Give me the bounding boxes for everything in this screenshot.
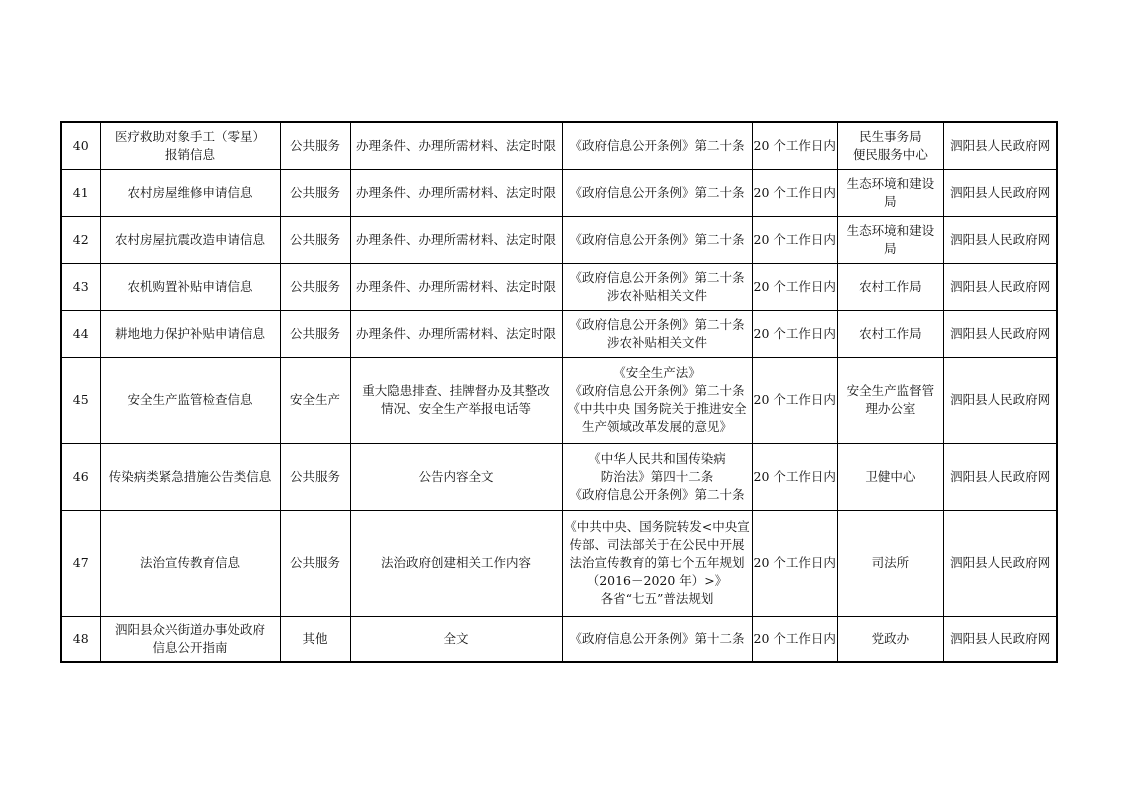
category-cell (280, 616, 350, 662)
item-name-line: 农村房屋抗震改造申请信息 (114, 231, 265, 247)
disclosure-basis-line: 涉农补贴相关文件 (606, 287, 707, 303)
responsible-department-cell (837, 510, 943, 616)
row-number-cell (61, 216, 100, 263)
responsible-department-line: 司法所 (871, 555, 910, 570)
disclosure-basis-line: 《政府信息公开条例》第十二条 (569, 630, 745, 646)
disclosure-content-line: 全文 (443, 630, 469, 646)
disclosure-basis-cell (562, 443, 752, 510)
responsible-department-line: 生态环境和建设 (846, 222, 935, 238)
disclosure-basis-line: 《中共中央、国务院转发<中央宣 (564, 519, 750, 534)
time-limit-text: 20 个工作日内 (753, 184, 836, 200)
disclosure-basis-line: 涉农补贴相关文件 (606, 334, 707, 350)
responsible-department-line: 生态环境和建设 (846, 175, 935, 191)
disclosure-channel-cell (943, 443, 1057, 510)
row-number-cell (61, 169, 100, 216)
disclosure-channel-cell (943, 169, 1057, 216)
table-row (61, 310, 1057, 357)
disclosure-basis-line: 《政府信息公开条例》第二十条 (569, 184, 745, 200)
item-name-cell (100, 122, 280, 169)
disclosure-content-cell (350, 263, 562, 310)
disclosure-basis-line: 各省“七五”普法规划 (600, 591, 714, 606)
row-number-text: 41 (72, 184, 89, 200)
responsible-department-cell (837, 310, 943, 357)
item-name-line: 报销信息 (164, 146, 215, 162)
table-row (61, 510, 1057, 616)
category-text: 公共服务 (289, 325, 340, 341)
disclosure-content-cell (350, 510, 562, 616)
disclosure-content-line: 办理条件、办理所需材料、法定时限 (355, 231, 556, 247)
row-number-text: 48 (72, 630, 89, 646)
disclosure-basis-line: 《中华人民共和国传染病 (588, 450, 726, 466)
disclosure-channel-text: 泗阳县人民政府网 (950, 468, 1051, 484)
disclosure-basis-cell (562, 216, 752, 263)
category-cell (280, 443, 350, 510)
table-row (61, 263, 1057, 310)
disclosure-content-line: 法治政府创建相关工作内容 (380, 555, 531, 570)
time-limit-cell (752, 310, 837, 357)
category-cell (280, 510, 350, 616)
item-name-cell (100, 216, 280, 263)
category-text: 公共服务 (289, 468, 340, 484)
disclosure-table (60, 121, 1058, 663)
disclosure-content-line: 办理条件、办理所需材料、法定时限 (355, 184, 556, 200)
category-cell (280, 216, 350, 263)
disclosure-channel-text: 泗阳县人民政府网 (950, 630, 1051, 646)
time-limit-text: 20 个工作日内 (753, 630, 836, 646)
disclosure-content-cell (350, 216, 562, 263)
item-name-line: 法治宣传教育信息 (139, 555, 240, 570)
disclosure-channel-text: 泗阳县人民政府网 (950, 325, 1051, 341)
disclosure-basis-line: 《政府信息公开条例》第二十条 (569, 316, 745, 332)
row-number-text: 42 (72, 231, 89, 247)
item-name-line: 农村房屋维修申请信息 (127, 184, 253, 200)
disclosure-basis-cell (562, 616, 752, 662)
row-number-text: 44 (72, 325, 89, 341)
item-name-line: 农机购置补贴申请信息 (127, 278, 253, 294)
category-text: 公共服务 (289, 278, 340, 294)
responsible-department-line: 安全生产监督管 (846, 383, 935, 398)
disclosure-content-line: 情况、安全生产举报电话等 (380, 401, 531, 416)
disclosure-content-cell (350, 357, 562, 443)
disclosure-basis-line: 《政府信息公开条例》第二十条 (569, 383, 745, 398)
responsible-department-line: 农村工作局 (859, 325, 922, 341)
item-name-line: 安全生产监管检查信息 (127, 392, 253, 407)
responsible-department-line: 党政办 (871, 630, 910, 646)
table-row (61, 443, 1057, 510)
responsible-department-line: 局 (884, 240, 897, 256)
disclosure-content-cell (350, 122, 562, 169)
time-limit-cell (752, 616, 837, 662)
time-limit-text: 20 个工作日内 (753, 555, 836, 570)
responsible-department-cell (837, 443, 943, 510)
time-limit-text: 20 个工作日内 (753, 231, 836, 247)
row-number-cell (61, 616, 100, 662)
time-limit-cell (752, 263, 837, 310)
responsible-department-line: 卫健中心 (865, 468, 916, 484)
category-text: 公共服务 (289, 231, 340, 247)
time-limit-cell (752, 169, 837, 216)
responsible-department-line: 民生事务局 (859, 128, 922, 144)
disclosure-channel-text: 泗阳县人民政府网 (950, 184, 1051, 200)
time-limit-cell (752, 357, 837, 443)
disclosure-basis-cell (562, 357, 752, 443)
disclosure-content-line: 重大隐患排查、挂牌督办及其整改 (362, 383, 550, 398)
disclosure-content-line: 公告内容全文 (418, 468, 494, 484)
row-number-text: 43 (72, 278, 89, 294)
disclosure-basis-line: 《中共中央 国务院关于推进安全 (567, 401, 747, 416)
category-text: 其他 (302, 630, 328, 646)
disclosure-basis-line: 《政府信息公开条例》第二十条 (569, 486, 745, 502)
item-name-cell (100, 443, 280, 510)
category-cell (280, 263, 350, 310)
disclosure-basis-line: 法治宣传教育的第七个五年规划 (569, 555, 745, 570)
disclosure-content-cell (350, 616, 562, 662)
disclosure-basis-line: 传部、司法部关于在公民中开展 (569, 537, 745, 552)
category-text: 安全生产 (289, 392, 340, 407)
category-cell (280, 169, 350, 216)
disclosure-basis-line: 《政府信息公开条例》第二十条 (569, 137, 745, 153)
item-name-line: 信息公开指南 (152, 639, 228, 655)
row-number-cell (61, 443, 100, 510)
row-number-cell (61, 263, 100, 310)
item-name-line: 耕地地力保护补贴申请信息 (114, 325, 265, 341)
row-number-cell (61, 310, 100, 357)
item-name-cell (100, 169, 280, 216)
disclosure-basis-cell (562, 122, 752, 169)
disclosure-channel-cell (943, 310, 1057, 357)
disclosure-content-cell (350, 310, 562, 357)
responsible-department-cell (837, 263, 943, 310)
row-number-text: 46 (72, 468, 89, 484)
responsible-department-cell (837, 357, 943, 443)
row-number-text: 45 (72, 392, 89, 407)
responsible-department-line: 农村工作局 (859, 278, 922, 294)
table-row (61, 169, 1057, 216)
disclosure-channel-text: 泗阳县人民政府网 (950, 231, 1051, 247)
disclosure-content-cell (350, 443, 562, 510)
disclosure-basis-cell (562, 310, 752, 357)
disclosure-basis-cell (562, 510, 752, 616)
row-number-cell (61, 510, 100, 616)
item-name-cell (100, 357, 280, 443)
item-name-cell (100, 616, 280, 662)
disclosure-content-cell (350, 169, 562, 216)
disclosure-channel-cell (943, 216, 1057, 263)
disclosure-basis-line: 防治法》第四十二条 (600, 468, 714, 484)
item-name-line: 传染病类紧急措施公告类信息 (108, 468, 272, 484)
responsible-department-line: 局 (884, 193, 897, 209)
disclosure-channel-cell (943, 616, 1057, 662)
time-limit-text: 20 个工作日内 (753, 278, 836, 294)
item-name-cell (100, 510, 280, 616)
time-limit-text: 20 个工作日内 (753, 468, 836, 484)
category-text: 公共服务 (289, 137, 340, 153)
time-limit-cell (752, 443, 837, 510)
table-body (61, 122, 1057, 662)
responsible-department-line: 理办公室 (865, 401, 916, 416)
responsible-department-cell (837, 616, 943, 662)
time-limit-cell (752, 216, 837, 263)
disclosure-basis-cell (562, 263, 752, 310)
table-row (61, 616, 1057, 662)
disclosure-channel-text: 泗阳县人民政府网 (950, 137, 1051, 153)
item-name-line: 泗阳县众兴街道办事处政府 (114, 621, 265, 637)
category-cell (280, 310, 350, 357)
disclosure-channel-text: 泗阳县人民政府网 (950, 392, 1051, 407)
disclosure-basis-line: （2016－2020 年）>》 (586, 573, 728, 588)
disclosure-content-line: 办理条件、办理所需材料、法定时限 (355, 325, 556, 341)
row-number-text: 47 (72, 555, 89, 570)
disclosure-basis-cell (562, 169, 752, 216)
item-name-cell (100, 263, 280, 310)
disclosure-channel-cell (943, 510, 1057, 616)
time-limit-cell (752, 510, 837, 616)
row-number-text: 40 (72, 137, 89, 153)
time-limit-text: 20 个工作日内 (753, 325, 836, 341)
responsible-department-cell (837, 216, 943, 263)
disclosure-channel-cell (943, 122, 1057, 169)
item-name-cell (100, 310, 280, 357)
responsible-department-cell (837, 122, 943, 169)
responsible-department-cell (837, 169, 943, 216)
row-number-cell (61, 357, 100, 443)
disclosure-basis-line: 生产领域改革发展的意见》 (581, 419, 732, 434)
disclosure-basis-line: 《政府信息公开条例》第二十条 (569, 269, 745, 285)
time-limit-text: 20 个工作日内 (753, 392, 836, 407)
table-row (61, 122, 1057, 169)
item-name-line: 医疗救助对象手工（零星） (114, 128, 265, 144)
disclosure-basis-line: 《政府信息公开条例》第二十条 (569, 231, 745, 247)
table-row (61, 357, 1057, 443)
disclosure-content-line: 办理条件、办理所需材料、法定时限 (355, 278, 556, 294)
disclosure-content-line: 办理条件、办理所需材料、法定时限 (355, 137, 556, 153)
category-cell (280, 357, 350, 443)
category-cell (280, 122, 350, 169)
disclosure-basis-line: 《安全生产法》 (613, 365, 701, 380)
time-limit-text: 20 个工作日内 (753, 137, 836, 153)
disclosure-channel-text: 泗阳县人民政府网 (950, 555, 1051, 570)
row-number-cell (61, 122, 100, 169)
disclosure-channel-cell (943, 263, 1057, 310)
disclosure-channel-text: 泗阳县人民政府网 (950, 278, 1051, 294)
table-row (61, 216, 1057, 263)
responsible-department-line: 便民服务中心 (852, 146, 928, 162)
category-text: 公共服务 (289, 555, 340, 570)
time-limit-cell (752, 122, 837, 169)
category-text: 公共服务 (289, 184, 340, 200)
disclosure-channel-cell (943, 357, 1057, 443)
